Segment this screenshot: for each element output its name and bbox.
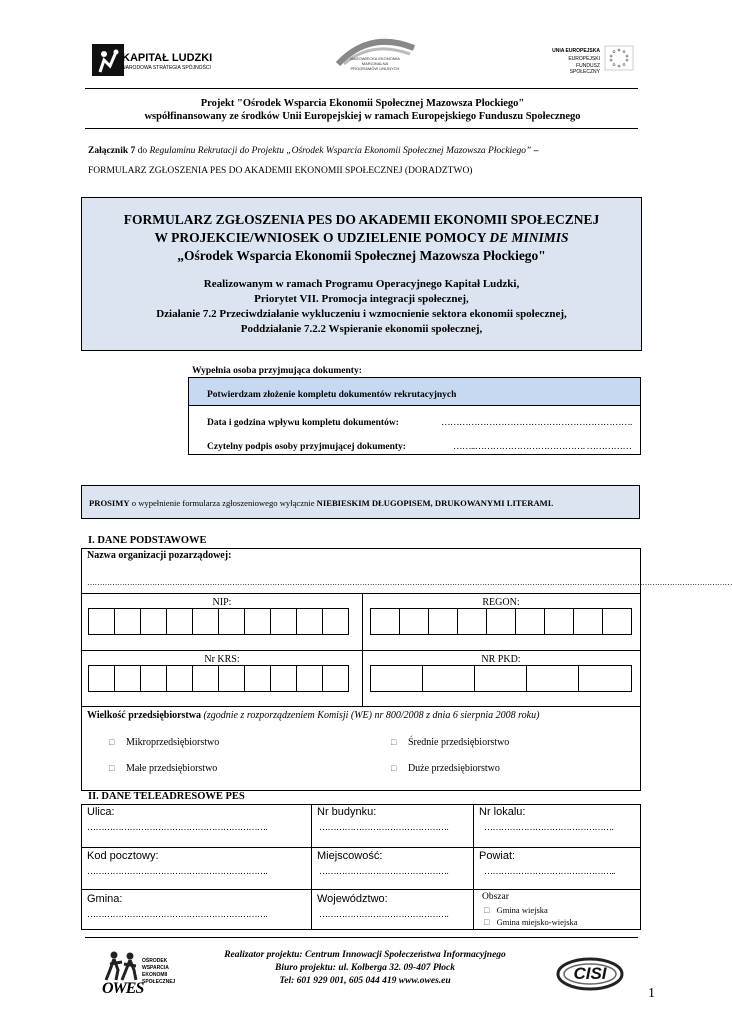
cisi-wordmark: CISI	[573, 964, 607, 983]
option-micro-label: Mikroprzedsiębiorstwo	[125, 737, 220, 748]
digit-box[interactable]	[578, 665, 632, 692]
notice-box	[81, 485, 640, 519]
footer-line-3: Tel: 601 929 001, 605 044 419 www.owes.eu	[279, 976, 451, 986]
receipt-date-field[interactable]: ……………………………………………………….	[441, 418, 632, 428]
eu-logo	[545, 46, 635, 74]
kod-label: Kod pocztowy:	[87, 850, 159, 862]
page-number: 1	[648, 986, 655, 1001]
annex-line-2: FORMULARZ ZGŁOSZENIA PES DO AKADEMII EKONOMII SPOŁECZNEJ (DORADZTWO)	[88, 166, 473, 176]
notice-bold-2: NIEBIESKIM DŁUGOPISEM, DRUKOWANYMI LITERAMI.	[316, 498, 554, 508]
budynek-input[interactable]: ……………………………………….	[319, 822, 449, 832]
miejscowosc-label: Miejscowość:	[317, 850, 383, 862]
digit-box[interactable]	[140, 608, 167, 635]
title-line-2a: W PROJEKCIE/WNIOSEK O UDZIELENIE POMOCY	[154, 230, 490, 245]
section2-heading: II. DANE TELEADRESOWE PES	[88, 791, 245, 802]
digit-box[interactable]	[244, 665, 271, 692]
digit-box[interactable]	[192, 665, 219, 692]
krs-label: Nr KRS:	[204, 654, 240, 665]
project-rule	[85, 128, 638, 129]
owes-figures-icon	[102, 950, 142, 984]
divider	[473, 805, 474, 929]
title-line-2b: DE MINIMIS	[489, 230, 569, 245]
digit-box[interactable]	[422, 665, 475, 692]
mazowiecka-logo	[330, 36, 420, 80]
checkbox-icon[interactable]: □	[109, 763, 115, 773]
lokal-input[interactable]: ……………………………………….	[484, 822, 614, 832]
digit-box[interactable]	[428, 608, 458, 635]
digit-box[interactable]	[544, 608, 574, 635]
kapital-ludzki-logo	[92, 44, 232, 76]
digit-box[interactable]	[140, 665, 167, 692]
kapital-ludzki-subtitle: NARODOWA STRATEGIA SPÓJNOŚCI	[122, 65, 211, 71]
digit-box[interactable]	[322, 665, 349, 692]
annex-italic: Regulaminu Rekrutacji do Projektu „Ośrodek Wsparcia Ekonomii Społecznej Mazowsza Płockiego”	[149, 146, 532, 156]
owes-tagline: OŚRODEK WSPARCIA EKONOMII SPOŁECZNEJ	[142, 958, 176, 985]
checkbox-icon[interactable]: □	[484, 905, 490, 915]
digit-box[interactable]	[218, 665, 245, 692]
option-medium-label: Średnie przedsiębiorstwo	[407, 737, 510, 748]
budynek-label: Nr budynku:	[317, 806, 377, 818]
title-line-5: Priorytet VII. Promocja integracji społecznej,	[254, 293, 469, 305]
checkbox-icon[interactable]: □	[391, 737, 397, 747]
size-note: (zgodnie z rozporządzeniem Komisji (WE) nr 800/2008 z dnia 6 sierpnia 2008 roku)	[200, 710, 540, 721]
title-line-1: FORMULARZ ZGŁOSZENIA PES DO AKADEMII EKONOMII SPOŁECZNEJ	[123, 212, 600, 227]
divider	[82, 650, 640, 651]
option-small-label: Małe przedsiębiorstwo	[125, 763, 218, 774]
divider	[311, 805, 312, 929]
digit-box[interactable]	[218, 608, 245, 635]
digit-box[interactable]	[88, 608, 115, 635]
gmina-input[interactable]: ……………………………………………………….	[87, 909, 268, 919]
cisi-logo	[555, 955, 625, 993]
size-label: Wielkość przedsiębiorstwa	[87, 710, 201, 721]
section1-heading: I. DANE PODSTAWOWE	[88, 535, 207, 546]
obszar-label: Obszar	[482, 892, 509, 902]
notice-bold-1: PROSIMY	[89, 498, 130, 508]
section1-table	[81, 548, 732, 791]
title-box	[81, 197, 642, 351]
org-input[interactable]: ……………………………………………………………………………………………………………………………………………………………………………………………………………………………………	[87, 578, 732, 587]
digit-box[interactable]	[399, 608, 429, 635]
wojewodztwo-label: Województwo:	[317, 893, 388, 905]
krs-digits[interactable]	[88, 665, 354, 692]
digit-box[interactable]	[322, 608, 349, 635]
checkbox-icon[interactable]: □	[391, 763, 397, 773]
divider	[82, 847, 640, 848]
digit-box[interactable]	[270, 608, 297, 635]
regon-digits[interactable]	[370, 608, 636, 635]
digit-box[interactable]	[296, 608, 323, 635]
receipt-confirm: Potwierdzam złożenie kompletu dokumentów rekrutacyjnych	[207, 390, 457, 400]
powiat-input[interactable]: ………………………………………..	[484, 866, 615, 876]
option-gmina-miejsko[interactable]	[484, 917, 578, 927]
project-line-2: współfinansowany ze środków Unii Europejskiej w ramach Europejskiego Funduszu Społecznego	[144, 111, 581, 122]
section2-table	[81, 804, 641, 930]
footer-rule	[85, 937, 638, 938]
digit-box[interactable]	[370, 665, 423, 692]
digit-box[interactable]	[114, 608, 141, 635]
title-line-2	[82, 230, 641, 246]
annex-line-1	[88, 146, 648, 156]
receipt-sign-label: Czytelny podpis osoby przyjmującej dokumenty:	[207, 442, 406, 452]
owes-wordmark: OWES	[102, 980, 144, 997]
option-gmina-wiejska[interactable]	[484, 905, 548, 915]
digit-box[interactable]	[114, 665, 141, 692]
kod-input[interactable]: ……………………………………………………….	[87, 866, 268, 876]
ulica-input[interactable]: ……………………………………………………….	[87, 822, 268, 832]
kapital-ludzki-emblem-icon	[92, 44, 124, 76]
eu-line2: EUROPEJSKI	[568, 56, 600, 62]
digit-box[interactable]	[296, 665, 323, 692]
eu-line1: UNIA EUROPEJSKA	[552, 48, 600, 54]
digit-box[interactable]	[192, 608, 219, 635]
option-medium[interactable]	[391, 737, 509, 748]
digit-box[interactable]	[270, 665, 297, 692]
mazowiecka-logo-text: MAZOWIECKA EKONOMIA MARGINALNA PROGRAMÓW UNIJNYCH	[350, 56, 400, 71]
divider	[82, 593, 640, 594]
divider	[82, 706, 640, 707]
option-small[interactable]	[109, 763, 217, 774]
notice-text-1: o wypełnienie formularza zgłoszeniowego wyłącznie	[129, 498, 317, 508]
digit-box[interactable]	[166, 608, 193, 635]
digit-box[interactable]	[474, 665, 527, 692]
lokal-label: Nr lokalu:	[479, 806, 526, 818]
receipt-heading: Wypełnia osoba przyjmująca dokumenty:	[192, 366, 362, 376]
eu-flag-icon	[605, 46, 633, 70]
nip-digits[interactable]	[88, 608, 354, 635]
digit-box[interactable]	[166, 665, 193, 692]
digit-box[interactable]	[370, 608, 400, 635]
miejscowosc-input[interactable]: ……………………………………….	[319, 866, 449, 876]
digit-box[interactable]	[457, 608, 487, 635]
option-large-label: Duże przedsiębiorstwo	[407, 763, 500, 774]
digit-box[interactable]	[244, 608, 271, 635]
project-line-1: Projekt "Ośrodek Wsparcia Ekonomii Społecznej Mazowsza Płockiego"	[200, 98, 525, 109]
receipt-box	[188, 377, 641, 455]
option-micro[interactable]	[109, 737, 219, 748]
size-row	[87, 710, 539, 721]
title-line-4: Realizowanym w ramach Programu Operacyjnego Kapitał Ludzki,	[203, 278, 520, 290]
digit-box[interactable]	[88, 665, 115, 692]
nip-label: NIP:	[212, 597, 232, 608]
eu-line3: FUNDUSZ SPOŁECZNY	[569, 63, 600, 75]
receipt-sign-field[interactable]: ……..………………………………. ……………	[453, 442, 632, 452]
kapital-ludzki-title: KAPITAŁ LUDZKI	[122, 52, 213, 64]
divider	[82, 889, 640, 890]
title-line-7: Poddziałanie 7.2.2 Wspieranie ekonomii społecznej,	[240, 323, 483, 335]
digit-box[interactable]	[515, 608, 545, 635]
header-rule	[85, 88, 638, 89]
regon-label: REGON:	[482, 597, 520, 608]
footer-line-2: Biuro projektu: ul. Kolberga 32. 09-407 Płock	[275, 963, 455, 973]
digit-box[interactable]	[526, 665, 579, 692]
option-large[interactable]	[391, 763, 500, 774]
ulica-label: Ulica:	[87, 806, 115, 818]
org-label: Nazwa organizacji pozarządowej:	[87, 550, 232, 561]
notice-text	[89, 498, 553, 508]
pkd-digits[interactable]	[370, 665, 636, 692]
gmina-miejsko-label: Gmina miejsko-wiejska	[496, 917, 578, 927]
annex-prefix: Załącznik 7	[88, 146, 136, 156]
checkbox-icon[interactable]: □	[109, 737, 115, 747]
gmina-label: Gmina:	[87, 893, 123, 905]
receipt-date-label: Data i godzina wpływu kompletu dokumentów:	[207, 418, 399, 428]
digit-box[interactable]	[486, 608, 516, 635]
title-line-3: „Ośrodek Wsparcia Ekonomii Społecznej Mazowsza Płockiego"	[177, 248, 546, 263]
checkbox-icon[interactable]: □	[484, 917, 490, 927]
gmina-wiejska-label: Gmina wiejska	[496, 905, 548, 915]
title-line-6: Działanie 7.2 Przeciwdziałanie wykluczeniu i wzmocnienie sektora ekonomii społecznej,	[156, 308, 567, 320]
powiat-label: Powiat:	[479, 850, 516, 862]
annex-mid: do	[135, 146, 150, 156]
footer-line-1: Realizator projektu: Centrum Innowacji Społeczeństwa Informacyjnego	[224, 950, 506, 960]
digit-box[interactable]	[602, 608, 632, 635]
digit-box[interactable]	[573, 608, 603, 635]
annex-dash: –	[531, 146, 539, 156]
wojewodztwo-input[interactable]: ……………………………………….	[319, 909, 449, 919]
pkd-label: NR PKD:	[481, 654, 521, 665]
